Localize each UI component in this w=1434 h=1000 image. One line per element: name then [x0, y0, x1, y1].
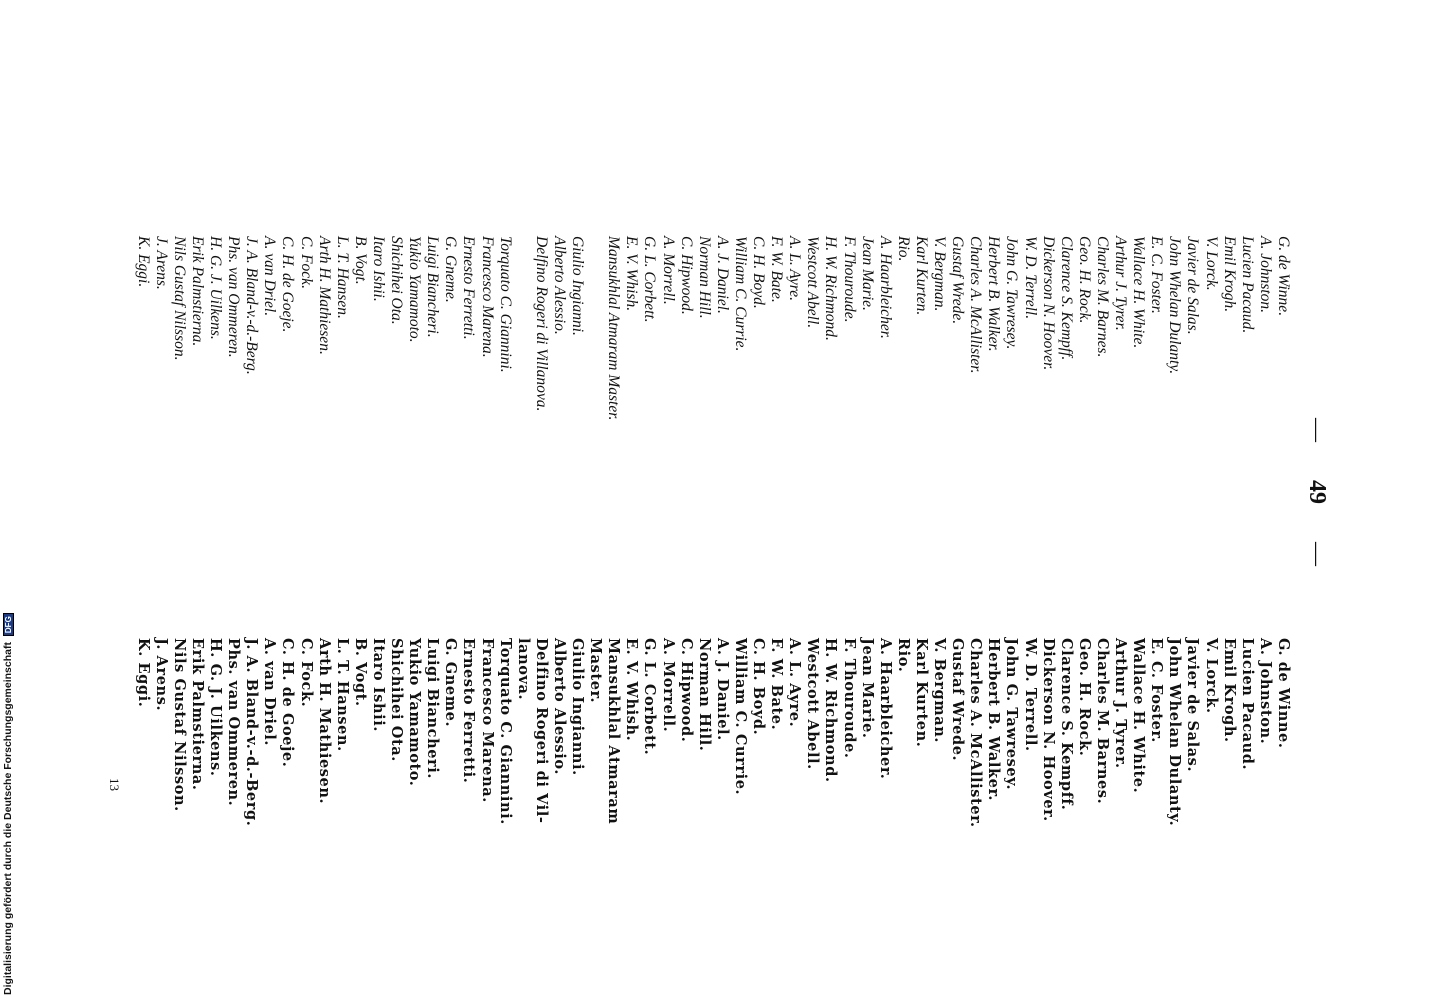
page-dash-right: — [1304, 542, 1330, 566]
name-line: Alberto Alessio. [551, 236, 568, 335]
name-line: G. de Winne. [1275, 638, 1292, 749]
name-line: Javier de Salas. [1184, 236, 1202, 335]
name-line: C. Hipwood. [677, 638, 695, 743]
name-line: John G. Tawresey. [1003, 638, 1021, 791]
name-line: Wallace H. White. [1130, 236, 1148, 349]
name-line: Ernesto Ferretti. [460, 638, 478, 784]
name-line: F. W. Bate. [768, 236, 786, 303]
name-line: Gustaf Wrede. [949, 638, 967, 762]
name-line: E. C. Foster. [1148, 638, 1166, 743]
name-line: Geo. H. Rock. [1075, 638, 1093, 757]
page-number: 49 [1304, 480, 1330, 504]
digitization-note [2, 613, 14, 995]
name-line: C. H. Boyd. [750, 236, 768, 309]
name-line: Lucien Pacaud. [1238, 236, 1256, 334]
name-line: Gustaf Wrede. [949, 236, 967, 325]
name-line: F. Thouroude. [840, 638, 858, 759]
name-line: A. J. Daniel. [713, 638, 731, 741]
name-line: Charles M. Barnes. [1094, 638, 1111, 805]
name-line: Master. [587, 638, 605, 704]
name-line: Giulio Ingianni. [569, 638, 587, 776]
page-dash-left: — [1304, 418, 1330, 442]
name-line: C. H. de Goeje. [279, 236, 297, 333]
name-line: Giulio Ingianni. [569, 236, 587, 336]
name-line: Herbert B. Walker. [985, 638, 1003, 802]
name-line: Erik Palmstierna. [189, 236, 206, 347]
name-line: William C. Currie. [732, 638, 749, 796]
name-line: Lucien Pacaud. [1238, 638, 1256, 771]
name-line: Francesco Marena. [478, 638, 496, 803]
name-line: G. Gneme. [442, 638, 460, 728]
name-line: Herbert B. Walker. [985, 236, 1003, 352]
name-line: K. Eggi. [134, 236, 152, 288]
name-line: Jean Marie. [858, 638, 876, 739]
name-line: Yukio Yamamoto. [406, 236, 424, 343]
name-line: Delfino Rogeri di Villanova. [532, 236, 550, 412]
name-line: H. G. J. Uilkens. [207, 638, 225, 777]
name-line: Phs. van Ommeren. [225, 236, 243, 358]
name-line: E. V. Whish. [623, 638, 641, 742]
name-line: V. Bergman. [931, 236, 949, 312]
name-line: Francesco Marena. [478, 236, 496, 358]
name-line: G. L. Corbett. [641, 236, 659, 323]
name-line: A. L. Ayre. [786, 236, 804, 302]
name-line: V. Lorck. [1202, 236, 1220, 291]
name-line: Arth H. Mathiesen. [315, 638, 333, 805]
name-line: lanova. [514, 638, 532, 701]
name-line: G. de Winne. [1275, 236, 1292, 317]
name-line: Dickerson N. Hoover. [1039, 236, 1057, 371]
name-line: Rio. [894, 236, 912, 262]
name-line: A. Haarbleicher. [876, 236, 894, 339]
name-line: Javier de Salas. [1184, 638, 1202, 773]
name-line: Clarence S. Kempff. [1057, 638, 1075, 811]
name-line: Emil Krogh. [1220, 236, 1238, 313]
name-line: Erik Palmstierna. [189, 638, 206, 791]
name-line: Alberto Alessio. [551, 638, 568, 776]
name-line: Mansukhlal Atmaram Master. [605, 236, 623, 421]
name-line: Jean Marie. [858, 236, 876, 311]
name-line: J. Arens. [152, 638, 170, 712]
name-line: J. A. Bland-v.-d.-Berg. [243, 236, 261, 375]
name-line: Nils Gustaf Nilsson. [170, 236, 188, 361]
name-line: Mansukhlal Atmaram [605, 638, 623, 825]
name-line: E. V. Whish. [623, 236, 641, 312]
name-line: H. G. J. Uilkens. [207, 236, 225, 340]
name-line: A. van Driel. [261, 236, 279, 317]
name-line: J. Arens. [152, 236, 170, 290]
name-line: Ernesto Ferretti. [460, 236, 478, 340]
dfg-logo: DFG [3, 613, 14, 636]
name-line: Arthur J. Tyrer. [1112, 638, 1130, 769]
name-line: E. C. Foster. [1148, 236, 1166, 314]
name-line: C. H. de Goeje. [279, 638, 297, 768]
name-line: Nils Gustaf Nilsson. [170, 638, 188, 812]
name-line: C. Hipwood. [677, 236, 695, 315]
name-line: C. H. Boyd. [750, 638, 768, 736]
fraktur-names-column [122, 638, 1292, 888]
name-line: F. W. Bate. [768, 638, 786, 731]
name-line: Torquato C. Giannini. [496, 236, 514, 373]
name-line: A. Johnston. [1256, 638, 1274, 745]
name-line: Emil Krogh. [1220, 638, 1238, 743]
name-line: W. D. Terrell. [1021, 236, 1039, 320]
footer-number: 13 [107, 778, 122, 791]
name-line: Norman Hill. [695, 638, 713, 752]
name-line: G. Gneme. [442, 236, 460, 303]
name-line: Westcott Abell. [804, 638, 822, 770]
name-line: C. Fock. [297, 236, 315, 289]
name-line: John G. Tawresey. [1003, 236, 1021, 350]
name-line: A. Morrell. [659, 638, 677, 733]
name-line: Luigi Biancheri. [424, 638, 442, 780]
name-line: Clarence S. Kempff. [1057, 236, 1075, 361]
name-line: Dickerson N. Hoover. [1039, 638, 1057, 822]
name-line: B. Vogt. [351, 638, 369, 707]
name-line: C. Fock. [297, 638, 315, 708]
name-line: F. Thouroude. [840, 236, 858, 323]
name-line: Rio. [894, 638, 912, 673]
name-line: Phs. van Ommeren. [225, 638, 243, 807]
name-line: Charles M. Barnes. [1094, 236, 1111, 358]
name-line: Geo. H. Rock. [1075, 236, 1093, 324]
name-line: Itaro Ishii. [370, 236, 387, 302]
name-line: A. Morrell. [659, 236, 677, 305]
name-line: H. W. Richmond. [822, 236, 840, 341]
name-line: G. L. Corbett. [641, 638, 659, 756]
name-line: A. Haarbleicher. [876, 638, 894, 780]
name-line: William C. Currie. [732, 236, 749, 352]
name-line: John Whelan Dulanty. [1166, 236, 1184, 375]
name-line: Shichihei Ota. [388, 638, 406, 762]
name-line: V. Lorck. [1202, 638, 1220, 714]
name-line: L. T. Hansen. [333, 638, 351, 752]
name-line: J. A. Bland-v.-d.-Berg. [243, 638, 261, 827]
name-line: Shichihei Ota. [388, 236, 406, 325]
name-line: Karl Kurten. [913, 236, 930, 316]
name-line: Luigi Biancheri. [424, 236, 442, 338]
page-number-block [1303, 418, 1330, 566]
name-line: A. Johnston. [1256, 236, 1274, 314]
name-line: Delfino Rogeri di Vil- [532, 638, 550, 824]
name-line: H. W. Richmond. [822, 638, 840, 783]
name-line: A. van Driel. [261, 638, 279, 747]
name-line: Torquato C. Giannini. [496, 638, 514, 825]
name-line: B. Vogt. [351, 236, 369, 285]
name-line: Itaro Ishii. [370, 638, 387, 732]
name-line: Karl Kurten. [913, 638, 930, 748]
name-line: Charles A. McAllister. [967, 638, 985, 828]
name-line: Yukio Yamamoto. [406, 638, 424, 787]
name-line: Charles A. McAllister. [967, 236, 985, 374]
digitization-note-text: Digitalisierung gefördert durch die Deutsche Forschungsgemeinschaft [2, 642, 14, 995]
name-line: Wallace H. White. [1130, 638, 1148, 794]
name-line: Arthur J. Tyrer. [1112, 236, 1130, 331]
name-line: A. J. Daniel. [713, 236, 731, 314]
name-line: Norman Hill. [695, 236, 713, 319]
name-line: L. T. Hansen. [333, 236, 351, 319]
name-line: Arth H. Mathiesen. [315, 236, 333, 355]
name-line: K. Eggi. [134, 638, 152, 708]
latin-names-column [122, 236, 1292, 466]
name-line: Westcott Abell. [804, 236, 822, 329]
name-line: V. Bergman. [931, 638, 949, 743]
name-line: John Whelan Dulanty. [1166, 638, 1184, 827]
name-line: W. D. Terrell. [1021, 638, 1039, 752]
name-line: A. L. Ayre. [786, 638, 804, 728]
